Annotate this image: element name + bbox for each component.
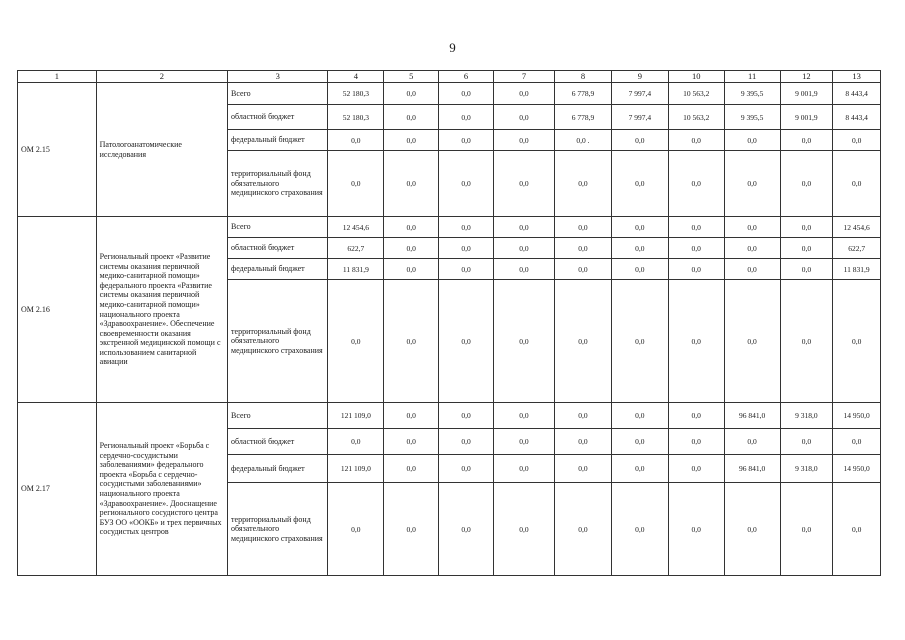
amount-cell: 0,0	[611, 280, 668, 403]
budget-table	[17, 70, 881, 576]
amount-cell: 0,0	[439, 217, 494, 238]
amount-cell: 0,0	[780, 429, 833, 455]
amount-cell: 0,0	[724, 238, 780, 259]
amount-cell: 0,0	[384, 403, 439, 429]
amount-cell: 0,0	[328, 483, 384, 576]
amount-cell: 9 318,0	[780, 455, 833, 483]
funding-source: Всего	[228, 83, 328, 105]
column-header: 12	[780, 71, 833, 83]
amount-cell: 0,0	[384, 259, 439, 280]
amount-cell: 0,0	[724, 280, 780, 403]
amount-cell: 9 318,0	[780, 403, 833, 429]
amount-cell: 7 997,4	[611, 105, 668, 130]
amount-cell: 0,0	[780, 130, 833, 151]
amount-cell: 0,0	[668, 429, 724, 455]
amount-cell: 0,0	[668, 130, 724, 151]
amount-cell: 0,0	[780, 280, 833, 403]
amount-cell: 10 563,2	[668, 105, 724, 130]
amount-cell: 0,0	[493, 259, 554, 280]
amount-cell: 0,0	[724, 130, 780, 151]
amount-cell: 0,0	[493, 280, 554, 403]
amount-cell: 0,0	[668, 455, 724, 483]
column-header: 1	[18, 71, 97, 83]
amount-cell: 0,0	[554, 455, 611, 483]
amount-cell: 0,0	[724, 259, 780, 280]
amount-cell: 0,0	[493, 217, 554, 238]
amount-cell: 0,0	[493, 151, 554, 217]
funding-source: областной бюджет	[228, 238, 328, 259]
amount-cell: 0,0	[724, 483, 780, 576]
amount-cell: 52 180,3	[328, 105, 384, 130]
amount-cell: 121 109,0	[328, 403, 384, 429]
amount-cell: 0,0	[328, 151, 384, 217]
amount-cell: 0,0 .	[554, 130, 611, 151]
amount-cell: 0,0	[384, 455, 439, 483]
amount-cell: 0,0	[833, 151, 881, 217]
measure-code: ОМ 2.15	[18, 83, 97, 217]
page-number: 9	[449, 40, 456, 55]
column-header: 6	[439, 71, 494, 83]
amount-cell: 0,0	[668, 280, 724, 403]
amount-cell: 7 997,4	[611, 83, 668, 105]
amount-cell: 0,0	[439, 429, 494, 455]
amount-cell: 52 180,3	[328, 83, 384, 105]
column-header: 9	[611, 71, 668, 83]
amount-cell: 0,0	[493, 483, 554, 576]
funding-source: Всего	[228, 217, 328, 238]
amount-cell: 96 841,0	[724, 455, 780, 483]
measure-code: ОМ 2.16	[18, 217, 97, 403]
amount-cell: 0,0	[328, 130, 384, 151]
amount-cell: 0,0	[384, 429, 439, 455]
funding-source: территориальный фонд обязательного медицинского страхования	[228, 483, 328, 576]
amount-cell: 14 950,0	[833, 455, 881, 483]
amount-cell: 0,0	[724, 429, 780, 455]
measure-name: Патологоанатомические исследования	[96, 83, 227, 217]
header-row	[18, 71, 881, 83]
amount-cell: 0,0	[780, 483, 833, 576]
column-header: 5	[384, 71, 439, 83]
measure-code: ОМ 2.17	[18, 403, 97, 576]
amount-cell: 0,0	[384, 151, 439, 217]
amount-cell: 0,0	[724, 217, 780, 238]
column-header: 7	[493, 71, 554, 83]
amount-cell: 0,0	[493, 130, 554, 151]
amount-cell: 0,0	[611, 429, 668, 455]
amount-cell: 0,0	[493, 429, 554, 455]
amount-cell: 0,0	[554, 238, 611, 259]
amount-cell: 0,0	[833, 429, 881, 455]
amount-cell: 0,0	[611, 238, 668, 259]
amount-cell: 0,0	[611, 403, 668, 429]
column-header: 3	[228, 71, 328, 83]
amount-cell: 0,0	[611, 151, 668, 217]
amount-cell: 0,0	[611, 455, 668, 483]
amount-cell: 96 841,0	[724, 403, 780, 429]
amount-cell: 9 395,5	[724, 105, 780, 130]
funding-source: территориальный фонд обязательного медицинского страхования	[228, 280, 328, 403]
amount-cell: 0,0	[611, 259, 668, 280]
table-body	[18, 83, 881, 576]
column-header: 2	[96, 71, 227, 83]
amount-cell: 9 395,5	[724, 83, 780, 105]
funding-source: областной бюджет	[228, 105, 328, 130]
funding-source: федеральный бюджет	[228, 259, 328, 280]
amount-cell: 0,0	[439, 151, 494, 217]
amount-cell: 0,0	[493, 403, 554, 429]
amount-cell: 8 443,4	[833, 105, 881, 130]
amount-cell: 0,0	[554, 403, 611, 429]
amount-cell: 622,7	[833, 238, 881, 259]
amount-cell: 11 831,9	[833, 259, 881, 280]
amount-cell: 0,0	[611, 130, 668, 151]
amount-cell: 0,0	[493, 105, 554, 130]
amount-cell: 0,0	[384, 83, 439, 105]
amount-cell: 0,0	[439, 455, 494, 483]
amount-cell: 0,0	[833, 280, 881, 403]
amount-cell: 0,0	[328, 429, 384, 455]
amount-cell: 0,0	[554, 151, 611, 217]
amount-cell: 0,0	[493, 83, 554, 105]
amount-cell: 121 109,0	[328, 455, 384, 483]
amount-cell: 0,0	[493, 238, 554, 259]
amount-cell: 0,0	[439, 403, 494, 429]
amount-cell: 0,0	[384, 105, 439, 130]
amount-cell: 0,0	[780, 151, 833, 217]
amount-cell: 0,0	[439, 259, 494, 280]
amount-cell: 0,0	[439, 238, 494, 259]
amount-cell: 0,0	[554, 429, 611, 455]
amount-cell: 0,0	[554, 280, 611, 403]
amount-cell: 12 454,6	[328, 217, 384, 238]
amount-cell: 0,0	[439, 483, 494, 576]
amount-cell: 12 454,6	[833, 217, 881, 238]
amount-cell: 0,0	[384, 130, 439, 151]
amount-cell: 0,0	[668, 259, 724, 280]
table-row	[18, 217, 881, 238]
amount-cell: 0,0	[780, 259, 833, 280]
amount-cell: 0,0	[780, 217, 833, 238]
funding-source: областной бюджет	[228, 429, 328, 455]
amount-cell: 0,0	[384, 238, 439, 259]
amount-cell: 0,0	[611, 483, 668, 576]
funding-source: федеральный бюджет	[228, 455, 328, 483]
amount-cell: 0,0	[833, 130, 881, 151]
amount-cell: 10 563,2	[668, 83, 724, 105]
amount-cell: 6 778,9	[554, 105, 611, 130]
column-header: 11	[724, 71, 780, 83]
column-header: 13	[833, 71, 881, 83]
amount-cell: 0,0	[611, 217, 668, 238]
table-row	[18, 83, 881, 105]
amount-cell: 0,0	[384, 280, 439, 403]
amount-cell: 9 001,9	[780, 105, 833, 130]
amount-cell: 9 001,9	[780, 83, 833, 105]
amount-cell: 0,0	[780, 238, 833, 259]
amount-cell: 0,0	[554, 259, 611, 280]
column-header: 10	[668, 71, 724, 83]
amount-cell: 8 443,4	[833, 83, 881, 105]
amount-cell: 14 950,0	[833, 403, 881, 429]
amount-cell: 0,0	[668, 238, 724, 259]
amount-cell: 0,0	[439, 105, 494, 130]
funding-source: Всего	[228, 403, 328, 429]
amount-cell: 0,0	[833, 483, 881, 576]
amount-cell: 0,0	[668, 217, 724, 238]
column-header: 8	[554, 71, 611, 83]
amount-cell: 0,0	[668, 483, 724, 576]
table-row	[18, 403, 881, 429]
funding-source: федеральный бюджет	[228, 130, 328, 151]
amount-cell: 0,0	[554, 217, 611, 238]
amount-cell: 0,0	[384, 483, 439, 576]
measure-name: Региональный проект «Развитие системы оказания первичной медико-санитарной помощи» федерального проекта «Развитие системы оказания первичной медико-санитарной помощи» национального проекта «Здравоохранение». Обеспечение своевременности оказания экстренной медицинской помощи с использованием санитарной авиации	[96, 217, 227, 403]
amount-cell: 0,0	[384, 217, 439, 238]
measure-name: Региональный проект «Борьба с сердечно-сосудистыми заболеваниями» федерального проекта «Борьба с сердечно-сосудистыми заболеваниями» национального проекта «Здравоохранение». Дооснащение регионального сосудистого центра БУЗ ОО «ООКБ» и трех первичных сосудистых центров	[96, 403, 227, 576]
amount-cell: 0,0	[668, 403, 724, 429]
amount-cell: 0,0	[439, 130, 494, 151]
funding-source: территориальный фонд обязательного медицинского страхования	[228, 151, 328, 217]
amount-cell: 11 831,9	[328, 259, 384, 280]
amount-cell: 0,0	[493, 455, 554, 483]
amount-cell: 6 778,9	[554, 83, 611, 105]
amount-cell: 0,0	[668, 151, 724, 217]
column-header: 4	[328, 71, 384, 83]
amount-cell: 0,0	[328, 280, 384, 403]
amount-cell: 0,0	[439, 83, 494, 105]
amount-cell: 0,0	[724, 151, 780, 217]
amount-cell: 622,7	[328, 238, 384, 259]
amount-cell: 0,0	[554, 483, 611, 576]
amount-cell: 0,0	[439, 280, 494, 403]
